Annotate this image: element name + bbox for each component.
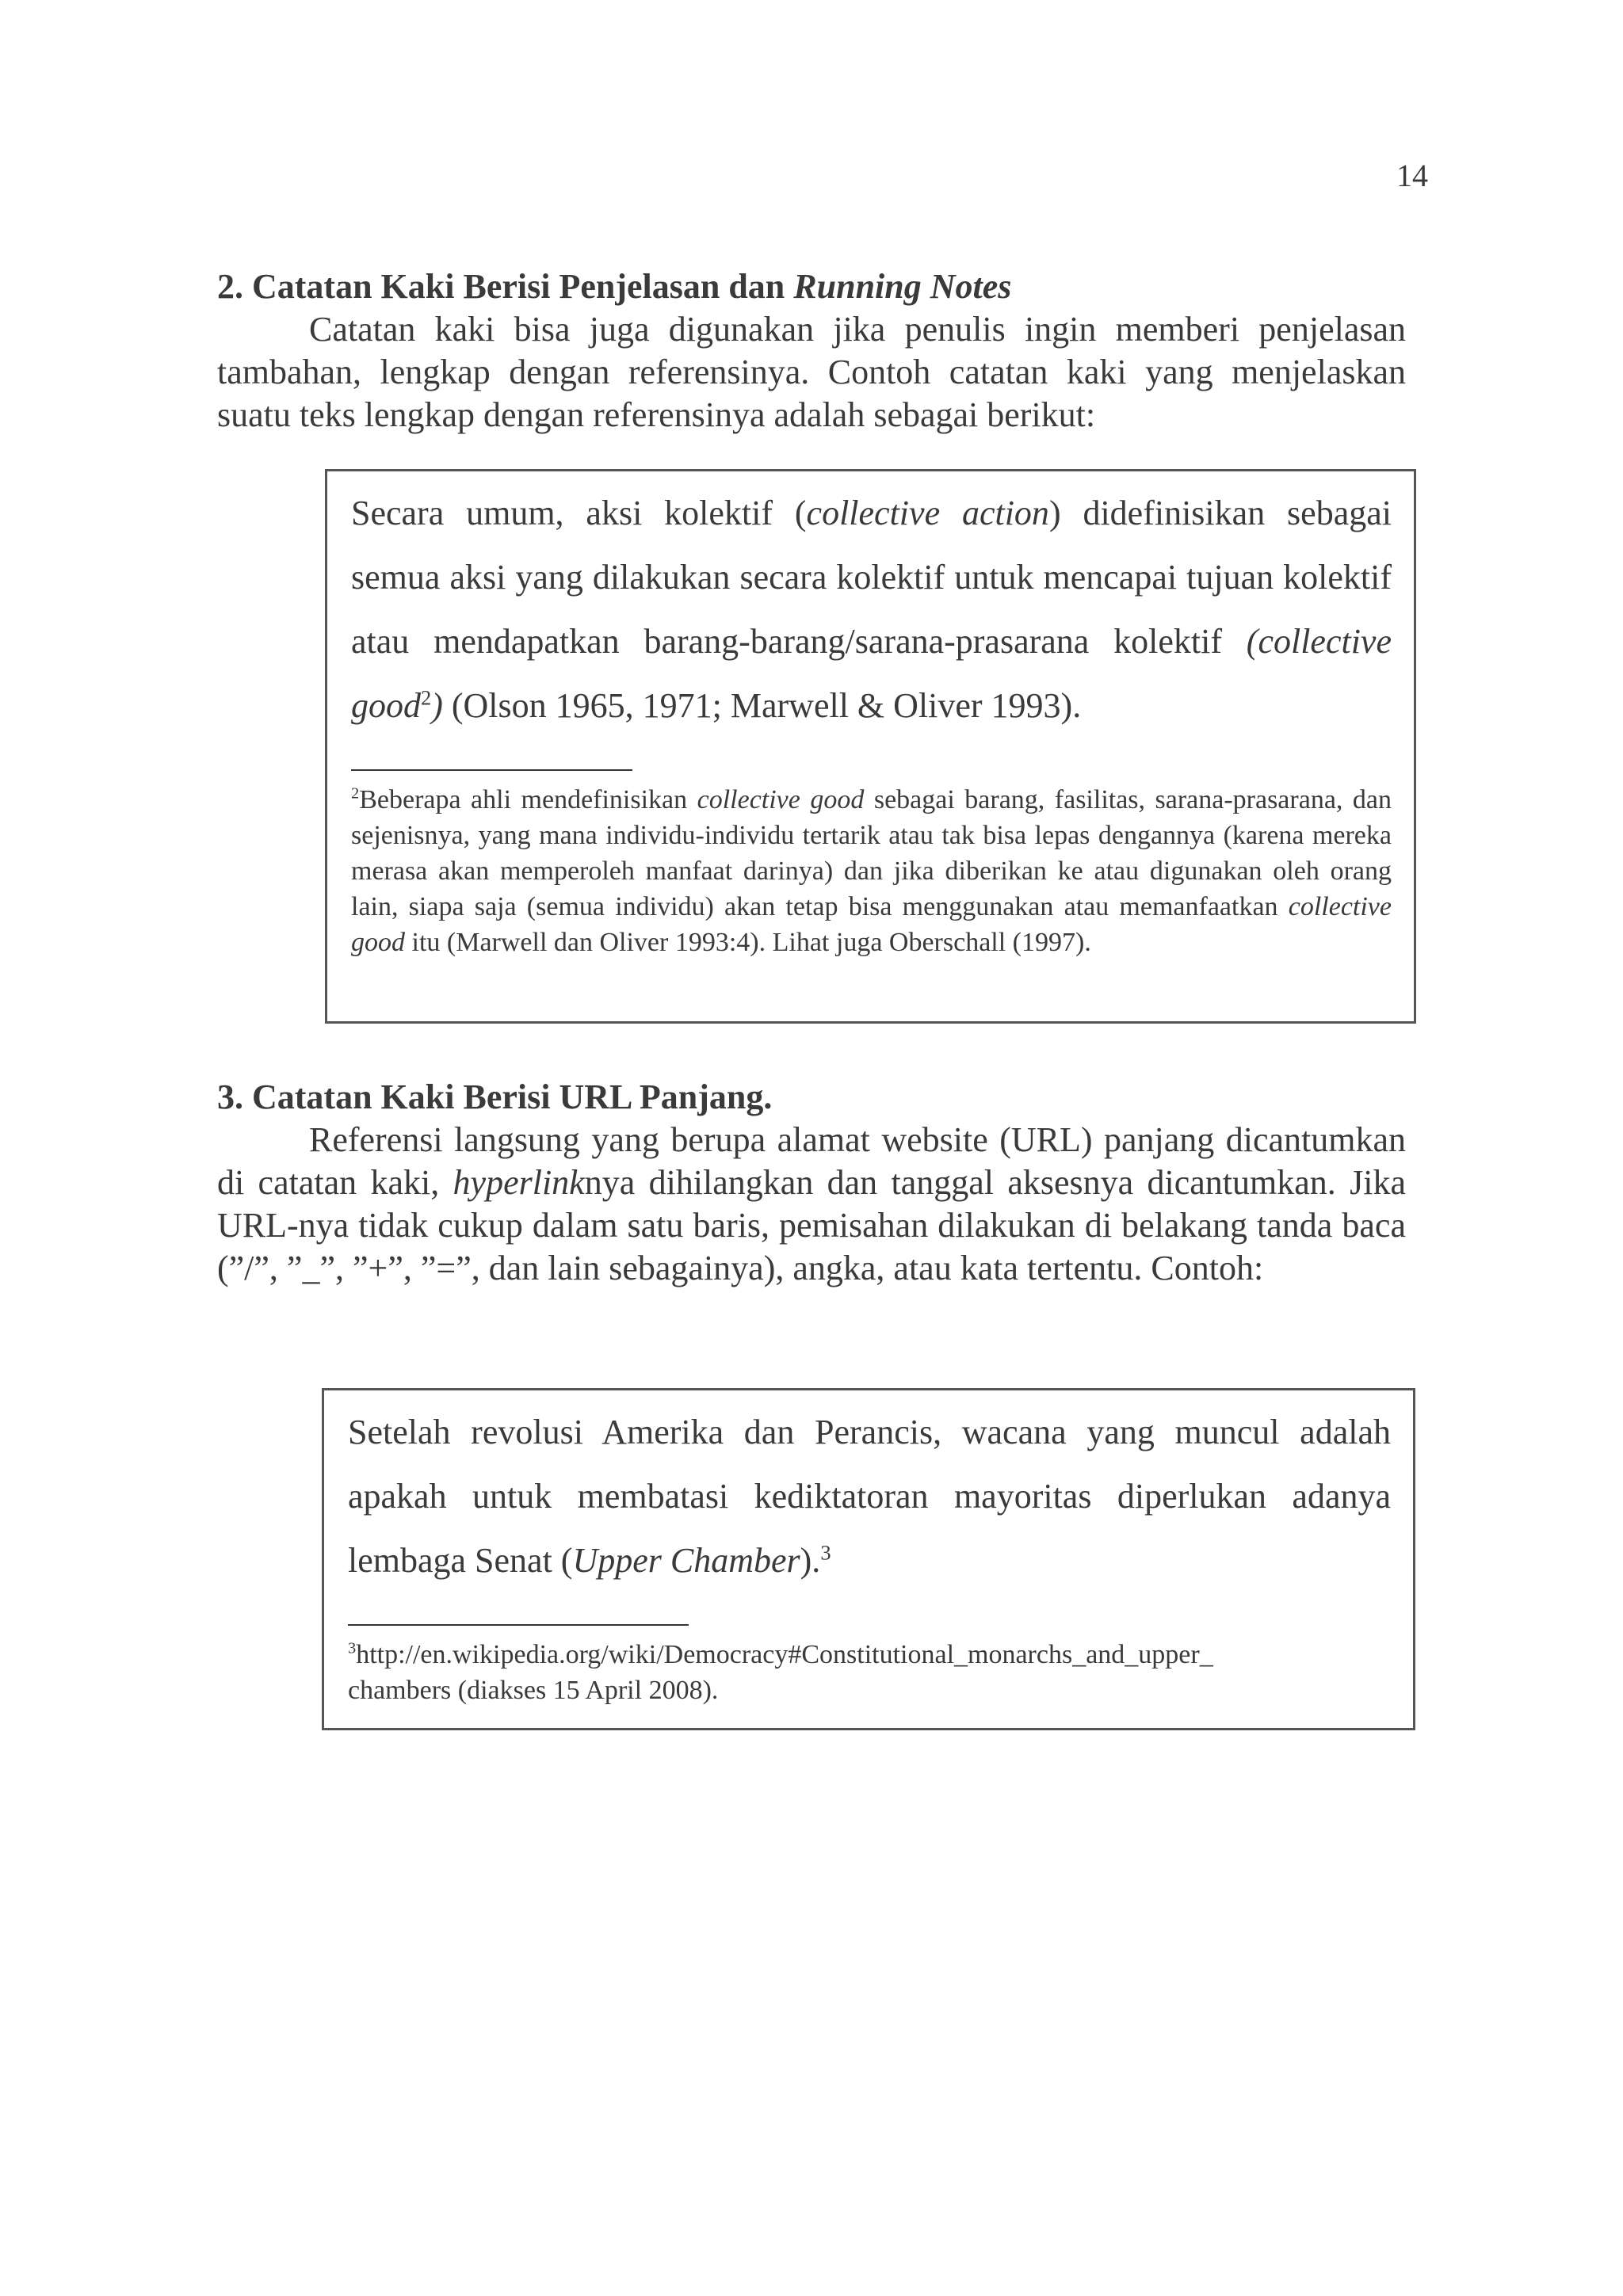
section-2-paragraph: Catatan kaki bisa juga digunakan jika penulis ingin memberi penjelasan tambahan, lengkap dengan referensinya. Contoh catatan kaki yang menjelaskan suatu teks lengkap dengan referensinya adalah sebagai berikut: xyxy=(217,310,1406,434)
footnote-italic-part: collective good xyxy=(351,892,1392,957)
paragraph-italic-part: hyperlink xyxy=(453,1163,585,1202)
footnote-url-continuation: chambers (diakses 15 April 2008). xyxy=(348,1676,719,1705)
example-quote-text xyxy=(351,481,1392,738)
section-2 xyxy=(217,265,1406,437)
footnote-2 xyxy=(351,782,1392,960)
quote-text-part: Setelah revolusi Amerika dan Perancis, wacana yang muncul adalah apakah untuk membatasi kediktatoran mayoritas diperlukan adanya lembaga Senat ( xyxy=(348,1413,1391,1580)
paragraph-text-part: nya dihilangkan dan tanggal aksesnya dicantumkan. Jika URL-nya tidak cukup dalam satu baris, pemisahan dilakukan di belakang tanda baca (”/”, ”_”, ”+”, ”=”, dan lain sebagainya), angka, atau kata tertentu. Contoh: xyxy=(217,1163,1406,1287)
footnote-url: http://en.wikipedia.org/wiki/Democracy#Constitutional_monarchs_and_upper_ xyxy=(356,1640,1213,1669)
footnote-separator xyxy=(351,769,632,771)
quote-italic-part: Upper Chamber xyxy=(572,1541,800,1580)
section-3 xyxy=(217,1076,1406,1290)
quote-italic-part: ) xyxy=(431,686,443,725)
quote-italic-part: collective action xyxy=(806,494,1049,532)
section-2-heading-text: 2. Catatan Kaki Berisi Penjelasan dan xyxy=(217,267,794,306)
example-box-footnote-explanation xyxy=(325,469,1416,1024)
example-quote-text xyxy=(348,1400,1391,1592)
footnote-reference-3: 3 xyxy=(820,1540,831,1565)
section-3-heading: 3. Catatan Kaki Berisi URL Panjang. xyxy=(217,1077,773,1116)
footnote-3 xyxy=(348,1637,1391,1708)
footnote-italic-part: collective good xyxy=(697,785,865,814)
section-2-heading xyxy=(217,265,1406,308)
footnote-separator xyxy=(348,1624,689,1626)
page-number: 14 xyxy=(1396,158,1428,193)
footnote-text-part: itu (Marwell dan Oliver 1993:4). Lihat juga Oberschall (1997). xyxy=(405,928,1091,957)
section-3-paragraph xyxy=(217,1119,1406,1290)
footnote-reference-2: 2 xyxy=(421,685,432,710)
footnote-marker: 3 xyxy=(348,1639,357,1657)
quote-text-part: (Olson 1965, 1971; Marwell & Oliver 1993). xyxy=(442,686,1082,725)
footnote-marker: 2 xyxy=(351,784,360,803)
example-box-long-url xyxy=(322,1388,1415,1730)
footnote-text-part: Beberapa ahli mendefinisikan xyxy=(359,785,697,814)
footnote-text-part: sebagai barang, fasilitas, sarana-prasarana, dan sejenisnya, yang mana individu-individu tertarik atau tak bisa lepas dengannya (karena mereka merasa akan memperoleh manfaat darinya) dan jika diberikan ke atau digunakan oleh orang lain, siapa saja (semua individu) akan tetap bisa menggunakan atau memanfaatkan xyxy=(351,785,1392,921)
quote-text-part: ) didefinisikan sebagai semua aksi yang dilakukan secara kolektif untuk mencapai tujuan kolektif atau mendapatkan barang-barang/sarana-prasarana kolektif xyxy=(351,494,1392,661)
quote-text-part: Secara umum, aksi kolektif ( xyxy=(351,494,807,532)
quote-text-part: ). xyxy=(800,1541,821,1580)
section-2-heading-italic: Running Notes xyxy=(793,267,1012,306)
quote-italic-part: (collective good xyxy=(351,622,1392,725)
paragraph-text-part: Referensi langsung yang berupa alamat website (URL) panjang dicantumkan di catatan kaki, xyxy=(217,1120,1406,1202)
